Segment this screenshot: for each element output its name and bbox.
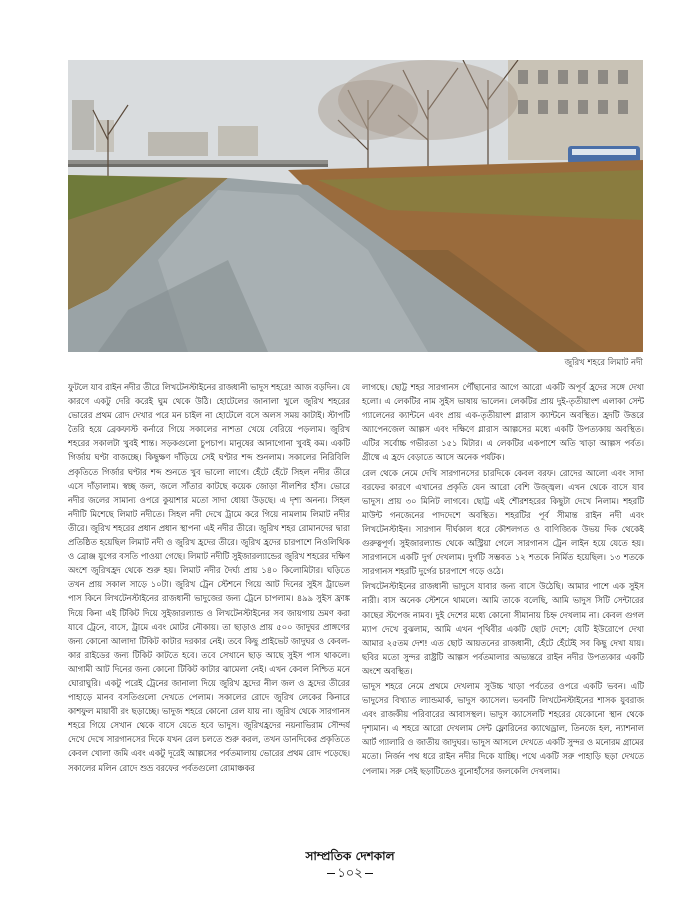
paragraph: ভাদুস শহরে নেমে প্রথমে দেখলাম সুউচ্চ খাড়া পর্বতের ওপরে একটি ভবন। এটি ভাদুসের বিখ্যাত ল্যান্ডমার্ক, ভাদুস ক্যাসেল। ভবনটি লিখটেনস্টাইনের শাসক যুবরাজ এবং রাজকীয় পরিবারের আবাসস্থল। ভাদুস ক্যাসেলটি শহরের যেকোনো স্থান থেকে দৃশ্যমান। এ শহরে আরো দেখলাম সেন্ট ফ্লোরিনের ক্যাথেড্রাল, তিনজে হল, ন্যাশনাল আর্ট গ্যালারি ও জাতীয় জাদুঘর। ভাদুস আসলে দেখতে একটি সুন্দর ও মনোরম গ্রামের মতো। নির্জন পথ ধরে রাইন নদীর দিকে যাচ্ছি। পথে একটি সরু পাহাড়ি ছড়া দেখতে পেলাম। সরু সেই ছড়াটিতেও বুনোহাঁসের জলকেলি দেখলাম। <box>362 680 644 776</box>
paragraph: রেল থেকে নেমে দেখি সারগানসের চারদিকে কেবল বরফ। রোদের আলো এবং সাদা বরফের কারণে এখানের প্রকৃতি যেন আরো বেশি উজ্জ্বল। এখন থেকে বাসে যাব ভাদুস। প্রায় ৩০ মিনিট লাগবে। ছোট্ট এই শৌরশহরের কিছুটা দেখে নিলাম। শহরটি মাউন্ট গনজেনের পাদদেশে অবস্থিত। শহরটির পূর্ব সীমান্ত রাইন নদী এবং লিখটেনস্টাইন। সারগান দীর্ঘকাল ধরে কৌশলগত ও বাণিজ্যিক উভয় দিক থেকেই গুরুত্বপূর্ণ। সুইজারল্যান্ড থেকে অস্ট্রিয়া গেলে সারগানস ট্রেন লাইন হয়ে যেতে হয়। সারগানসে একটি দুর্গ দেখলাম। দুর্গটি সম্ভবত ১২ শতকে নির্মিত হয়েছিল। ১৩ শতকে সারগানস শহরটি দুর্গের চারপাশে গড়ে ওঠে। <box>362 467 644 577</box>
paragraph: ফুটলে যাব রাইন নদীর তীরে লিখটেনস্টাইনের রাজধানী ভাদুস শহরে! আজ বড়দিন। যে কারণে একটু দেরি করেই ঘুম থেকে উঠি। হোটেলের জানালা খুলে জুরিখ শহরের ভোরের প্রথম রোদ দেখার পরে মন চাইল না হোটেলে বসে অলস সময় কাটাই। স্টাপটি তৈরি হয়ে ব্রেকফাস্ট কর্নারে গিয়ে সকালের নাশতা খেয়ে বেরিয়ে পড়লাম। জুরিখ শহরের সকালটা খুবই শান্ত। সড়কগুলো চুপচাপ। মানুষের আনাগোনা খুবই কম। একটি গির্জায় ঘণ্টা বাজচ্ছে। কিছুক্ষণ দাঁড়িয়ে সেই ঘণ্টার শব্দ শুনলাম। সকালের নিরিবিলি প্রকৃতিতে গির্জার ঘণ্টার শব্দ শুনতে খুব ভালো লাগে। হেঁটে হেঁটে সিহল নদীর তীরে এসে দাঁড়ালাম। স্বচ্ছ জল, জলে সাঁতার কাটছে কয়েক জোড়া নীলশির হাঁস। ভোরে নদীর জলের সামান্য ওপরে কুয়াশার মতো সাদা ধোয়া উড়ছে। এ দৃশ্য অনন্য। সিহল নদীটি মিশেছে লিমাট নদীতে। সিহল নদী দেখে ট্রামে করে গিয়ে নামলাম লিমাট নদীর তীরে। জুরিখ শহরের প্রধান প্রধান স্থাপনা এই নদীর তীরে। জুরিখ শহর রোমানদের দ্বারা প্রতিষ্ঠিত হয়েছিল লিমাট নদী ও জুরিখ হ্রদের তীরে। জুরিখ হ্রদের চারপাশে নিওলিথিক ও ব্রোঞ্জ যুগের বসতি পাওয়া গেছে। লিমাট নদীটি সুইজারল্যান্ডের জুরিখ শহরের দক্ষিণ অংশে জুরিখহ্রদ থেকে শুরু হয়। লিমাট নদীর দৈর্ঘ্য প্রায় ১৪০ কিলোমিটার। ঘড়িতে তখন প্রায় সকাল সাড়ে ১০টা। জুরিখ ট্রেন স্টেশনে গিয়ে আট দিনের সুইস ট্রাভেল পাস কিনে লিখটেনস্টাইনের রাজধানী ভাদুজের জন্য ট্রেনে চাপলাম। ৪৯৯ সুইস ফ্রাঙ্ক দিয়ে কিনা এই টিকিট দিয়ে সুইজারল্যান্ড ও লিখটেনস্টাইনের সব জায়গায় ভ্রমণ করা যাবে ট্রেনে, বাসে, ট্রামে এবং মোটর নৌকায়। তা ছাড়াও প্রায় ৫০০ জাদুঘর প্রাঙ্গণের জন্য কোনো আলাদা টিকিট কাটার দরকার নেই। তবে কিছু প্রাইভেট জাদুঘর ও কেবল-কার রাইডের জন্য টিকিট কাটতে হবে। তবে সেখানে ছাড় আছে সুইস পাস থাকলে। আগামী আট দিনের জন্য কোনো টিকিট কাটার ঝামেলা নেই। এখন কেবল নিশ্চিত মনে ঘোরাঘুরি। একটু পরেই ট্রেনের জানালা দিয়ে জুরিখ হ্রদের নীল জল ও হ্রদের তীরের পাহাড়ে মানব বসতিগুলো দেখতে পেলাম। সকালের রোদে জুরিখ লেকের কিনারে কাশফুল মায়াবী রং ছড়াচ্ছে। ভাদুজ শহরে কোনো রেল যায় না। জুরিখ থেকে সারগানস শহরে গিয়ে সেখান থেকে বাসে যেতে হবে ভাদুস। জুরিখহ্রদের নয়নাভিরাম সৌন্দর্য দেখে দেখে সারগানসের দিকে যখন রেল চলতে শুরু করল, তখন ডানদিকের প্রকৃতিতে কেবল খোলা জমি এবং একটু দূরেই আল্পসের পর্বতমালায় ভোরের প্রথম রোদ পড়েছে। সকালের মলিন রোদে শুভ্র বরফের পর্বতগুলো রোমাঞ্চকর <box>68 382 350 773</box>
magazine-name: সাম্প্রতিক দেশকাল <box>305 849 395 863</box>
paragraph: লাগছে। ছোট্ট শহর সারগানস পৌঁছানোর আগে আরো একটি অপূর্ব হ্রদের সঙ্গে দেখা হলো। এ লেকটির নাম সুইস ভাষায় ভালেন। লেকটির প্রায় দুই-তৃতীয়াংশ এলাকা সেন্ট গ্যালেনের ক্যান্টনে এবং প্রায় এক-তৃতীয়াংশ গ্লারাস ক্যান্টনে অবস্থিত। হ্রদটি উত্তরে অ্যাপেনজেল আল্পস এবং দক্ষিণে গ্লারাস আল্পসের মধ্যে একটি উপত্যকায় অবস্থিত। এটির সর্বোচ্চ গভীরতা ১৫১ মিটার। এ লেকটির একপাশে অতি খাড়া আল্পস পর্বত। গ্রীষ্মে এ হ্রদে বেড়াতে আসে অনেক পর্যটক। <box>362 382 644 463</box>
ornament-right <box>365 873 373 874</box>
ornament-left <box>327 873 335 874</box>
page-number-badge <box>325 862 375 886</box>
article-column-left <box>68 380 350 840</box>
photo-caption: জুরিখ শহরে লিমাট নদী <box>564 358 643 368</box>
paragraph: লিখটেনস্টাইনের রাজধানী ভাদুসে যাবার জন্য বাসে উঠেছি। আমার পাশে এক সুইস নারী। বাস অনেক স্টেশনে থামলে। আমি তাকে বলেছি, আমি ভাদুস সিটি সেন্টারের কাছের স্টপেজ নামব। দুই দেশের মধ্যে কোনো সীমানায় চিহ্ন দেখলাম না। কেবল গুগল ম্যাপ দেখে বুঝলাম, আমি এখন পৃথিবীর একটি ছোট দেশে; যেটি ইউরোপে দেখা আমার ২৫তম দেশ! এত ছোট আয়তনের রাজধানী, হেঁটে হেঁটেই সব কিছু দেখা যায়। ছবির মতো সুন্দর রাষ্ট্রটি আল্পস পর্বতমালার অভ্যন্তরে রাইন নদীর উপত্যকার একটি অংশে অবস্থিত। <box>362 581 644 676</box>
article-column-right <box>362 380 644 840</box>
river-photo <box>68 60 643 352</box>
page-number: ১০২ <box>337 865 363 881</box>
